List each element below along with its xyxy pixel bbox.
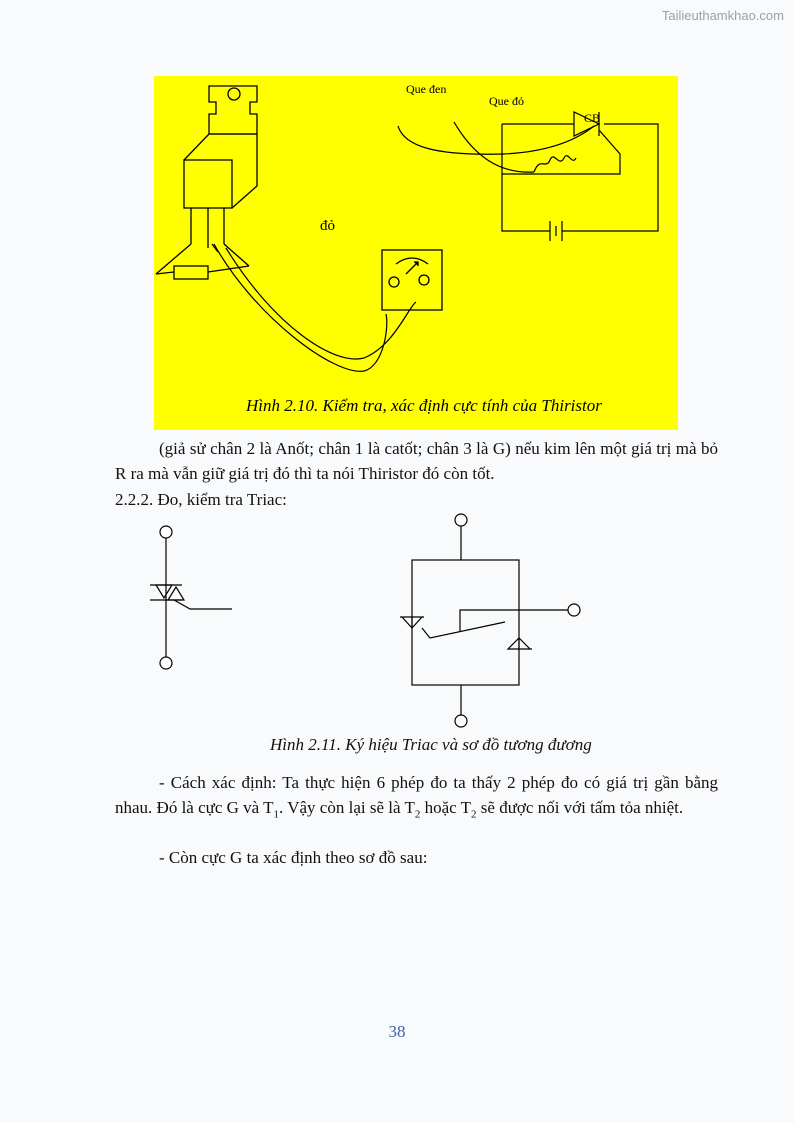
watermark: Tailieuthamkhao.com	[661, 8, 784, 23]
paragraph-2: - Cách xác định: Ta thực hiện 6 phép đo ta thấy 2 phép đo có giá trị gần bằng nhau. Đó là cực G và $T_1$. Vậy còn lại sẽ là $T_2$ hoặc $T_2$ sẽ được nối với tấm tỏa nhiệt.	[115, 773, 718, 821]
paragraph-3: - Còn cực G ta xác định theo sơ đồ sau:	[159, 848, 428, 867]
thyristor-test-figure	[154, 76, 678, 430]
triac-symbol	[150, 526, 232, 669]
paragraph-1: (giả sử chân 2 là Anốt; chân 1 là catốt; chân 3 là G) nếu kim lên một giá trị mà bỏ R ra mà vẫn giữ giá trị đó thì ta nói Thiristor đó còn tốt.	[115, 439, 718, 483]
page-number: 38	[388, 1022, 406, 1041]
label-do: đỏ	[320, 218, 335, 234]
label-cb: CB	[584, 111, 601, 125]
label-que-do: Que đỏ	[489, 94, 524, 108]
section-heading: 2.2.2. Đo, kiểm tra Triac:	[115, 490, 287, 509]
label-que-den: Que đen	[406, 82, 447, 96]
triac-equivalent-circuit	[400, 514, 580, 727]
triac-figure	[130, 510, 600, 732]
figure1-caption: Hình 2.10. Kiểm tra, xác định cực tính của Thiristor	[246, 396, 602, 415]
figure2-caption: Hình 2.11. Ký hiệu Triac và sơ đồ tương đương	[270, 735, 592, 754]
